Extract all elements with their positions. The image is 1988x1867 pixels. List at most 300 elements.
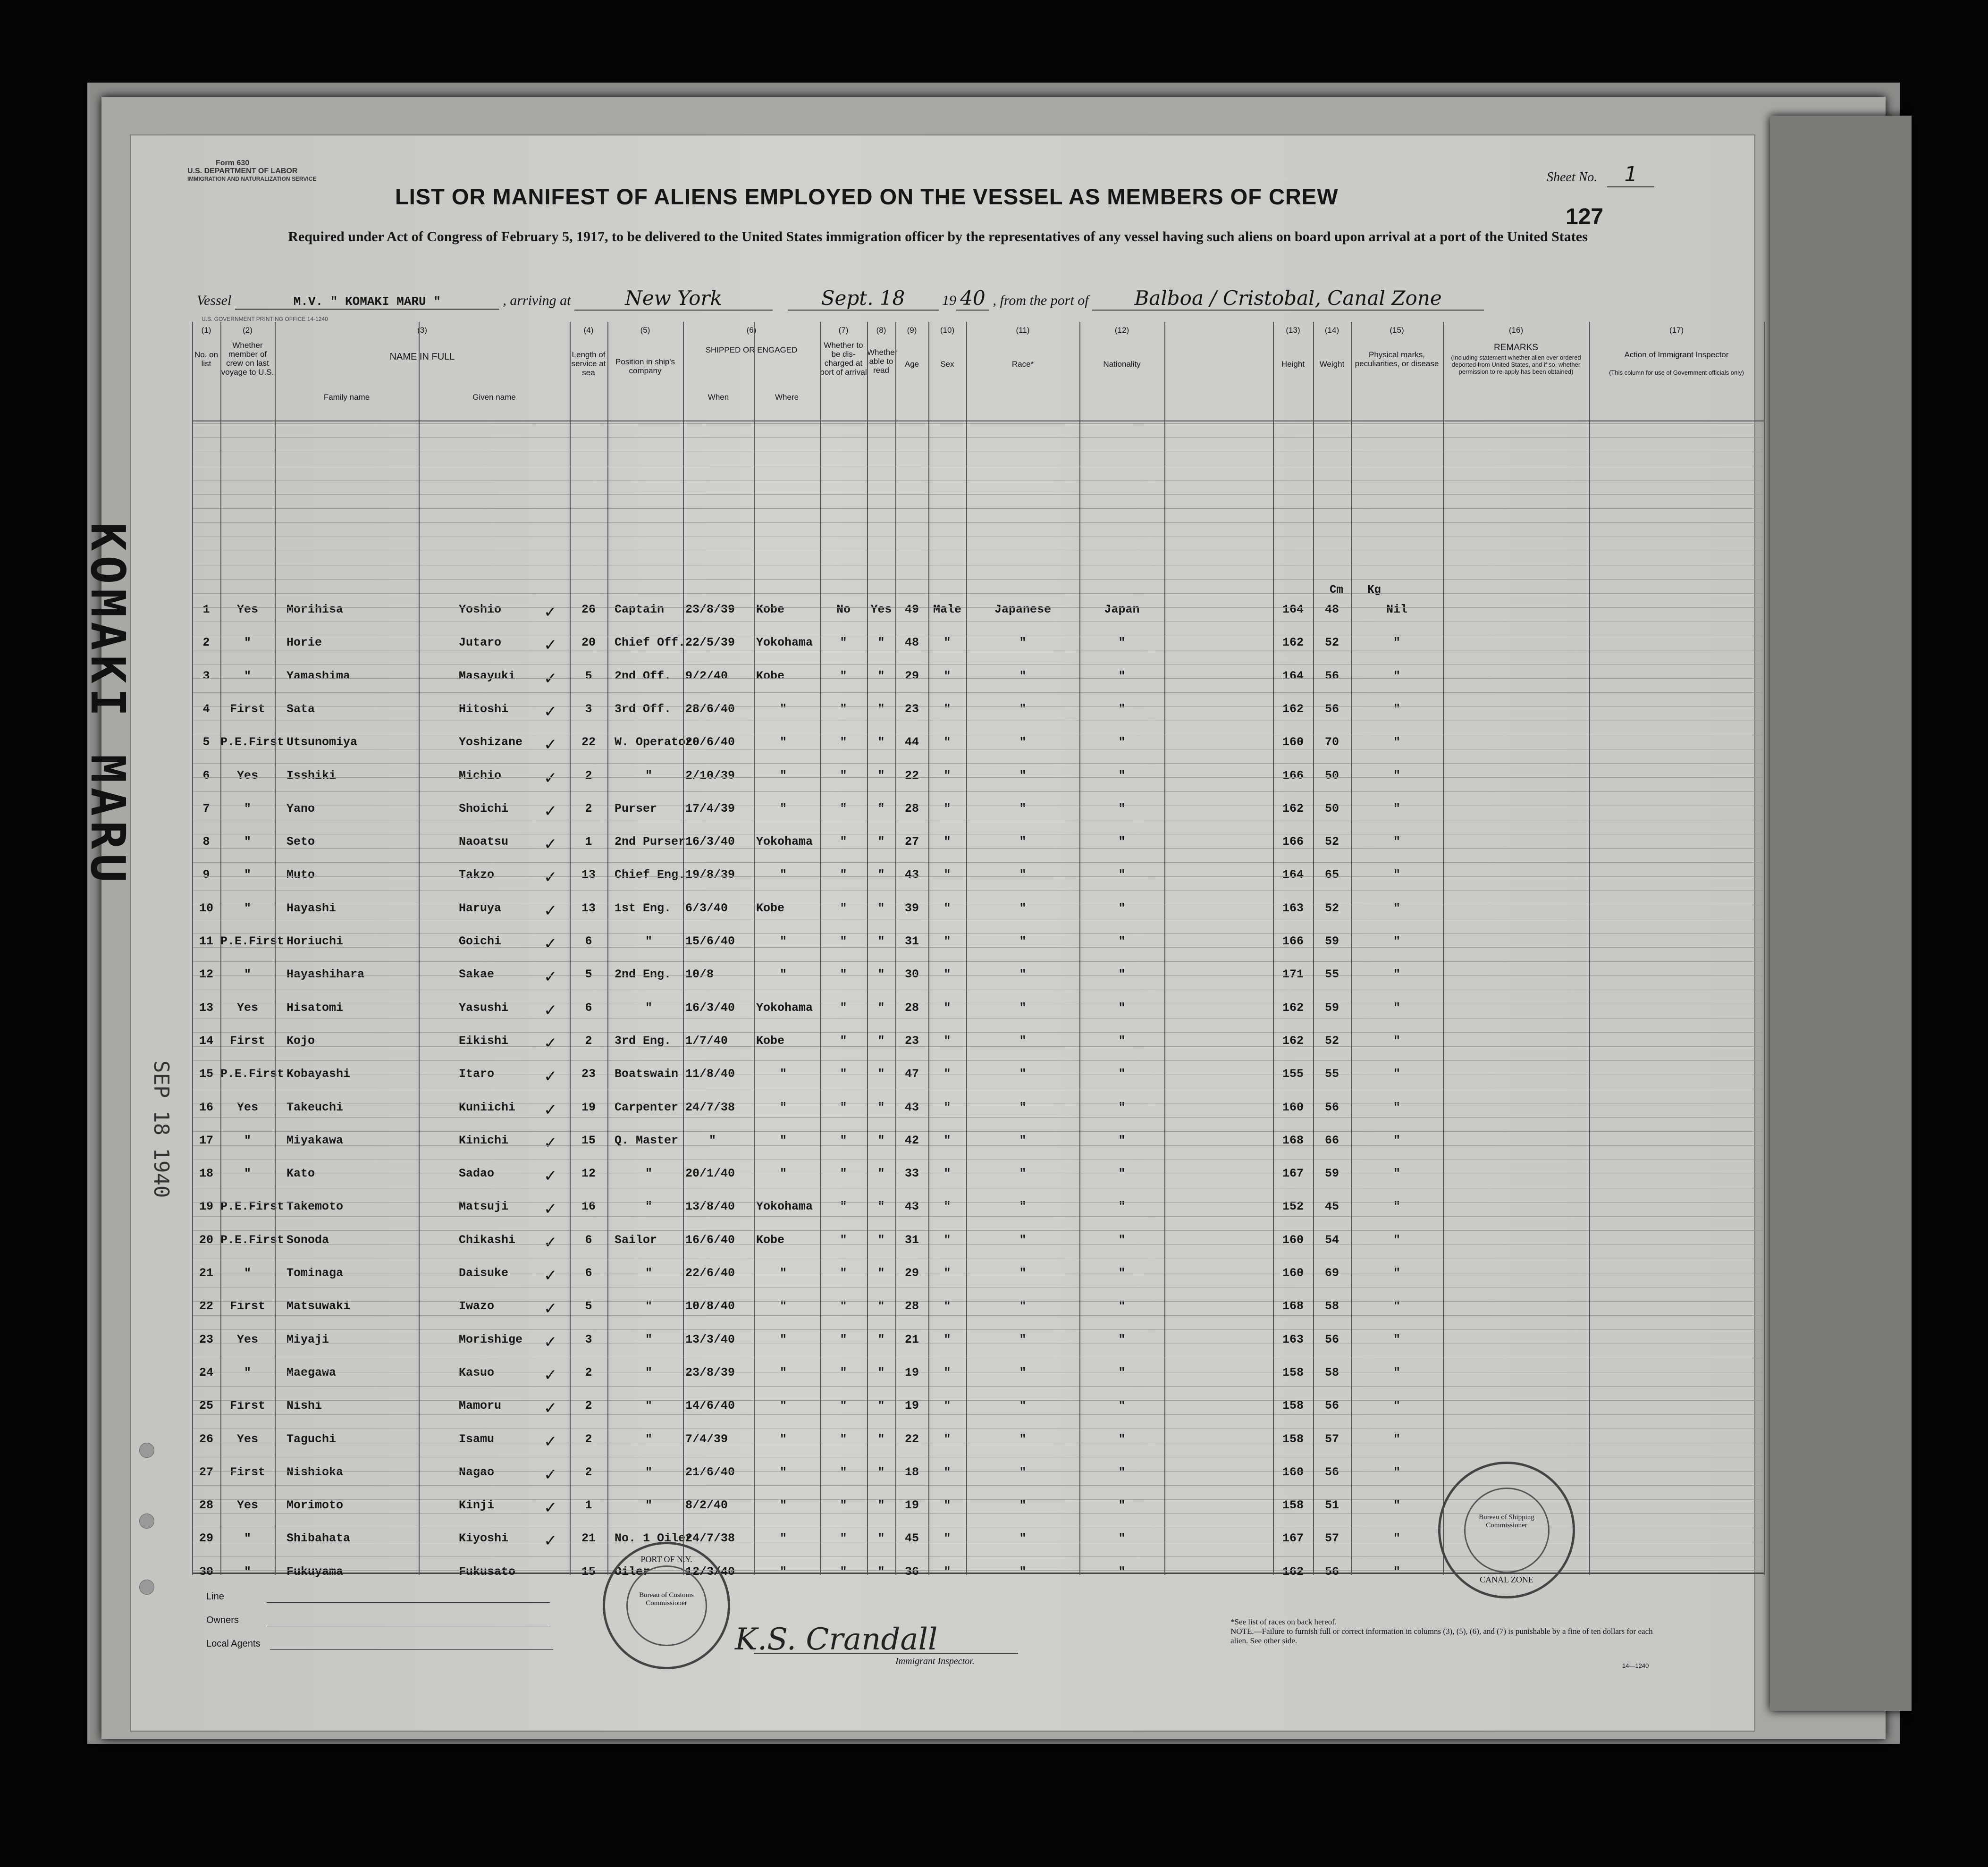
cell-tick: ✓ bbox=[544, 735, 557, 755]
cell-given: Daisuke bbox=[459, 1266, 509, 1280]
table-row bbox=[192, 735, 1764, 764]
cell-tick: ✓ bbox=[544, 603, 557, 622]
cell-sex: " bbox=[943, 1200, 951, 1214]
cell-when: 24/7/38 bbox=[685, 1531, 735, 1546]
cell-no: 24 bbox=[199, 1365, 213, 1379]
cell-tick: ✓ bbox=[544, 1332, 557, 1352]
cell-service: 6 bbox=[585, 934, 592, 948]
header-physical-marks: Physical marks, peculiarities, or disease bbox=[1355, 350, 1439, 368]
cell-where: " bbox=[780, 1399, 787, 1413]
form-number: Form 630 bbox=[216, 159, 250, 167]
cell-where: " bbox=[780, 1365, 787, 1379]
column-number: (3) bbox=[417, 326, 427, 335]
local-agents-field: Local Agents bbox=[206, 1639, 553, 1650]
cell-service: 12 bbox=[581, 1167, 596, 1181]
cell-disch: " bbox=[840, 934, 847, 948]
cell-marks: " bbox=[1393, 1034, 1400, 1048]
cell-race: " bbox=[1019, 835, 1027, 849]
column-number: (1) bbox=[201, 326, 211, 335]
cell-family: Takeuchi bbox=[286, 1100, 344, 1114]
cell-position: No. 1 Oiler bbox=[615, 1531, 693, 1546]
cell-race: " bbox=[1019, 1365, 1027, 1379]
cell-disch: " bbox=[840, 1299, 847, 1313]
cell-age: 49 bbox=[904, 603, 919, 616]
cell-member: First bbox=[229, 1299, 265, 1313]
cell-no: 16 bbox=[199, 1100, 213, 1114]
cell-tick: ✓ bbox=[544, 1001, 557, 1020]
cell-race: " bbox=[1019, 1001, 1027, 1015]
cell-disch: " bbox=[840, 636, 847, 650]
cell-weight: 56 bbox=[1324, 1332, 1339, 1346]
cell-age: 21 bbox=[904, 1332, 919, 1346]
cell-tick: ✓ bbox=[544, 1399, 557, 1418]
cell-nat: " bbox=[1118, 1465, 1126, 1479]
cell-read: " bbox=[877, 1200, 885, 1214]
cell-disch: " bbox=[840, 1133, 847, 1147]
cell-height: 168 bbox=[1282, 1299, 1304, 1313]
height-unit: Cm bbox=[1330, 584, 1343, 597]
cell-member: Yes bbox=[236, 1001, 258, 1015]
cell-read: " bbox=[877, 1266, 885, 1280]
cell-nat: " bbox=[1118, 934, 1126, 948]
column-rule bbox=[607, 322, 608, 1575]
cell-read: " bbox=[877, 1067, 885, 1081]
cell-height: 162 bbox=[1282, 702, 1304, 716]
cell-read: " bbox=[877, 1034, 885, 1048]
document-title: LIST OR MANIFEST OF ALIENS EMPLOYED ON THE VESSEL AS MEMBERS OF CREW bbox=[395, 184, 1339, 209]
cell-where: " bbox=[780, 1299, 787, 1313]
cell-when: 7/4/39 bbox=[685, 1432, 728, 1446]
cell-when: 13/3/40 bbox=[685, 1332, 735, 1346]
cell-tick: ✓ bbox=[544, 768, 557, 788]
cell-marks: " bbox=[1393, 1332, 1400, 1346]
header-able-read: Whether able to read bbox=[867, 348, 898, 375]
line-field: Line bbox=[206, 1591, 550, 1603]
cell-marks: " bbox=[1393, 1299, 1400, 1313]
cell-height: 162 bbox=[1282, 801, 1304, 816]
column-rule bbox=[1164, 322, 1165, 1575]
column-rule bbox=[192, 322, 193, 1575]
cell-sex: " bbox=[943, 669, 951, 683]
cell-member: P.E.First bbox=[220, 1200, 285, 1214]
cell-nat: " bbox=[1118, 1531, 1126, 1546]
cell-marks: " bbox=[1393, 768, 1400, 782]
cell-age: 39 bbox=[904, 901, 919, 915]
cell-position: 2nd Off. bbox=[615, 669, 672, 683]
cell-no: 10 bbox=[199, 901, 213, 915]
cell-sex: " bbox=[943, 1564, 951, 1579]
cell-marks: " bbox=[1393, 1498, 1400, 1513]
cell-height: 155 bbox=[1282, 1067, 1304, 1081]
cell-age: 23 bbox=[904, 1034, 919, 1048]
cell-family: Fukuyama bbox=[286, 1564, 344, 1579]
cell-no: 23 bbox=[199, 1332, 213, 1346]
cell-height: 158 bbox=[1282, 1498, 1304, 1513]
header-length-service: Length of service at sea bbox=[571, 350, 606, 377]
vessel-name-annotation: KOMAKI MARU bbox=[80, 522, 135, 887]
cell-height: 160 bbox=[1282, 1465, 1304, 1479]
cell-age: 33 bbox=[904, 1167, 919, 1181]
cell-height: 163 bbox=[1282, 901, 1304, 915]
cell-member: Yes bbox=[236, 1432, 258, 1446]
cell-tick: ✓ bbox=[544, 1266, 557, 1285]
cell-family: Morimoto bbox=[286, 1498, 344, 1513]
cell-where: " bbox=[780, 967, 787, 982]
cell-where: " bbox=[780, 768, 787, 782]
cell-marks: " bbox=[1393, 702, 1400, 716]
column-rule bbox=[1351, 322, 1352, 1575]
cell-service: 6 bbox=[585, 1233, 592, 1247]
cell-marks: " bbox=[1393, 901, 1400, 915]
cell-read: " bbox=[877, 901, 885, 915]
owners-field: Owners bbox=[206, 1615, 550, 1626]
cell-when: 6/3/40 bbox=[685, 901, 728, 915]
cell-service: 2 bbox=[585, 768, 592, 782]
cell-race: " bbox=[1019, 1233, 1027, 1247]
cell-race: " bbox=[1019, 1564, 1027, 1579]
column-number: (14) bbox=[1324, 326, 1339, 335]
cell-position: 1st Eng. bbox=[615, 901, 672, 915]
cell-member: Yes bbox=[236, 768, 258, 782]
cell-weight: 52 bbox=[1324, 636, 1339, 650]
cell-service: 15 bbox=[581, 1133, 596, 1147]
cell-read: " bbox=[877, 1465, 885, 1479]
column-rule bbox=[1764, 322, 1765, 1575]
cell-given: Nagao bbox=[459, 1465, 495, 1479]
cell-read: " bbox=[877, 967, 885, 982]
cell-race: " bbox=[1019, 1266, 1027, 1280]
cell-no: 20 bbox=[199, 1233, 213, 1247]
cell-nat: " bbox=[1118, 1100, 1126, 1114]
cell-when: 8/2/40 bbox=[685, 1498, 728, 1513]
cell-service: 2 bbox=[585, 1399, 592, 1413]
cell-service: 20 bbox=[581, 636, 596, 650]
cell-where: Kobe bbox=[756, 603, 785, 616]
cell-given: Masayuki bbox=[459, 669, 516, 683]
cell-position: " bbox=[645, 768, 653, 782]
cell-family: Nishioka bbox=[286, 1465, 344, 1479]
cell-sex: Male bbox=[933, 603, 961, 616]
cell-sex: " bbox=[943, 1531, 951, 1546]
cell-disch: " bbox=[840, 801, 847, 816]
cell-read: " bbox=[877, 1531, 885, 1546]
cell-no: 2 bbox=[202, 636, 210, 650]
punch-hole bbox=[139, 1443, 154, 1458]
cell-height: 162 bbox=[1282, 1034, 1304, 1048]
cell-member: First bbox=[229, 1465, 265, 1479]
cell-read: " bbox=[877, 1365, 885, 1379]
cell-sex: " bbox=[943, 1365, 951, 1379]
cell-service: 23 bbox=[581, 1067, 596, 1081]
arrival-port: New York bbox=[574, 286, 773, 311]
cell-tick: ✓ bbox=[544, 1233, 557, 1252]
cell-no: 9 bbox=[202, 868, 210, 882]
cell-weight: 70 bbox=[1324, 735, 1339, 749]
cell-age: 31 bbox=[904, 1233, 919, 1247]
cell-height: 152 bbox=[1282, 1200, 1304, 1214]
table-row bbox=[192, 1299, 1764, 1328]
cell-age: 28 bbox=[904, 1001, 919, 1015]
cell-sex: " bbox=[943, 967, 951, 982]
cell-weight: 58 bbox=[1324, 1365, 1339, 1379]
cell-when: 10/8 bbox=[685, 967, 714, 982]
column-number: (4) bbox=[583, 326, 594, 335]
table-row bbox=[192, 1399, 1764, 1427]
cell-nat: " bbox=[1118, 835, 1126, 849]
cell-sex: " bbox=[943, 1167, 951, 1181]
table-row bbox=[192, 967, 1764, 996]
cell-disch: " bbox=[840, 1200, 847, 1214]
cell-marks: " bbox=[1393, 1564, 1400, 1579]
cell-where: Kobe bbox=[756, 669, 785, 683]
cell-weight: 59 bbox=[1324, 1167, 1339, 1181]
cell-position: Q. Master bbox=[615, 1133, 679, 1147]
sheet-number-label: Sheet No. bbox=[1547, 170, 1598, 185]
cell-when: 21/6/40 bbox=[685, 1465, 735, 1479]
cell-given: Naoatsu bbox=[459, 835, 509, 849]
column-number: (5) bbox=[640, 326, 650, 335]
cell-race: " bbox=[1019, 636, 1027, 650]
cell-tick: ✓ bbox=[544, 1498, 557, 1518]
cell-marks: " bbox=[1393, 868, 1400, 882]
cell-no: 14 bbox=[199, 1034, 213, 1048]
cell-disch: " bbox=[840, 1531, 847, 1546]
header-action-note: (This column for use of Government officials only) bbox=[1609, 369, 1744, 376]
cell-where: " bbox=[780, 1100, 787, 1114]
cell-age: 28 bbox=[904, 1299, 919, 1313]
table-row bbox=[192, 1167, 1764, 1195]
cell-given: Jutaro bbox=[459, 636, 502, 650]
cell-read: " bbox=[877, 1100, 885, 1114]
cell-service: 2 bbox=[585, 1432, 592, 1446]
cell-when: 20/6/40 bbox=[685, 735, 735, 749]
cell-read: " bbox=[877, 934, 885, 948]
cell-when: 20/1/40 bbox=[685, 1167, 735, 1181]
cell-family: Yano bbox=[286, 801, 315, 816]
table-row bbox=[192, 1366, 1764, 1394]
cell-no: 5 bbox=[202, 735, 210, 749]
cell-disch: " bbox=[840, 1564, 847, 1579]
port-seal-left: PORT OF N.Y. Bureau of Customs Commissioner bbox=[603, 1542, 730, 1669]
column-number: (7) bbox=[838, 326, 849, 335]
cell-tick: ✓ bbox=[544, 868, 557, 887]
header-when: When bbox=[708, 393, 729, 402]
column-rule bbox=[1443, 322, 1444, 1575]
cell-nat: " bbox=[1118, 967, 1126, 982]
cell-position: Chief Off. bbox=[615, 636, 686, 650]
cell-height: 166 bbox=[1282, 835, 1304, 849]
cell-read: " bbox=[877, 1332, 885, 1346]
cell-read: " bbox=[877, 1299, 885, 1313]
cell-disch: " bbox=[840, 835, 847, 849]
table-row bbox=[192, 1200, 1764, 1228]
cell-height: 166 bbox=[1282, 768, 1304, 782]
cell-disch: " bbox=[840, 1067, 847, 1081]
cell-where: Yokohama bbox=[756, 636, 813, 650]
cell-race: Japanese bbox=[994, 603, 1052, 616]
column-rule bbox=[754, 322, 755, 1575]
cell-age: 27 bbox=[904, 835, 919, 849]
year-suffix: 40 bbox=[956, 286, 989, 311]
cell-disch: " bbox=[840, 1498, 847, 1513]
sheet-number-value: 1 bbox=[1607, 162, 1654, 187]
column-rule bbox=[570, 322, 571, 1575]
cell-tick: ✓ bbox=[544, 702, 557, 721]
cell-height: 158 bbox=[1282, 1399, 1304, 1413]
cell-family: Matsuwaki bbox=[286, 1299, 351, 1313]
document-subtitle: Required under Act of Congress of February 5, 1917, to be delivered to the United States immigration officer by the representatives of any vessel having such aliens on board upon arrival at a port of the United States bbox=[288, 229, 1588, 244]
cell-family: Horie bbox=[286, 636, 322, 650]
cell-member: First bbox=[229, 702, 265, 716]
table-row bbox=[192, 868, 1764, 896]
cell-age: 48 bbox=[904, 636, 919, 650]
column-rule bbox=[1079, 322, 1080, 1575]
cell-marks: " bbox=[1393, 1432, 1400, 1446]
cell-sex: " bbox=[943, 868, 951, 882]
cell-member: Yes bbox=[236, 1332, 258, 1346]
cell-height: 158 bbox=[1282, 1365, 1304, 1379]
table-row bbox=[192, 769, 1764, 797]
cell-service: 22 bbox=[581, 735, 596, 749]
column-rule bbox=[1313, 322, 1314, 1575]
cell-height: 163 bbox=[1282, 1332, 1304, 1346]
cell-height: 160 bbox=[1282, 735, 1304, 749]
header-given-name: Given name bbox=[472, 393, 516, 402]
cell-no: 4 bbox=[202, 702, 210, 716]
header-height: Height bbox=[1281, 360, 1305, 369]
cell-family: Kojo bbox=[286, 1034, 315, 1048]
cell-age: 29 bbox=[904, 669, 919, 683]
cell-weight: 59 bbox=[1324, 934, 1339, 948]
cell-marks: " bbox=[1393, 1233, 1400, 1247]
cell-no: 15 bbox=[199, 1067, 213, 1081]
service-name: IMMIGRATION AND NATURALIZATION SERVICE bbox=[187, 176, 317, 182]
cell-disch: " bbox=[840, 735, 847, 749]
cell-marks: " bbox=[1393, 1365, 1400, 1379]
header-where: Where bbox=[775, 393, 799, 402]
cell-marks: " bbox=[1393, 835, 1400, 849]
cell-nat: " bbox=[1118, 1067, 1126, 1081]
cell-position: Chief Eng. bbox=[615, 868, 686, 882]
cell-weight: 55 bbox=[1324, 1067, 1339, 1081]
cell-weight: 59 bbox=[1324, 1001, 1339, 1015]
column-number: (16) bbox=[1508, 326, 1524, 335]
cell-sex: " bbox=[943, 1133, 951, 1147]
cell-weight: 45 bbox=[1324, 1200, 1339, 1214]
cell-height: 164 bbox=[1282, 603, 1304, 616]
cell-marks: " bbox=[1393, 1200, 1400, 1214]
column-rule bbox=[220, 322, 221, 1575]
cell-height: 160 bbox=[1282, 1266, 1304, 1280]
cell-member: " bbox=[244, 967, 251, 982]
cell-race: " bbox=[1019, 1432, 1027, 1446]
cell-where: " bbox=[780, 702, 787, 716]
cell-when: 16/3/40 bbox=[685, 835, 735, 849]
cell-sex: " bbox=[943, 1399, 951, 1413]
cell-height: 167 bbox=[1282, 1167, 1304, 1181]
cell-weight: 57 bbox=[1324, 1531, 1339, 1546]
cell-marks: " bbox=[1393, 1266, 1400, 1280]
cell-height: 168 bbox=[1282, 1133, 1304, 1147]
cell-service: 19 bbox=[581, 1100, 596, 1114]
cell-nat: " bbox=[1118, 735, 1126, 749]
cell-position: Captain bbox=[615, 603, 665, 616]
cell-sex: " bbox=[943, 1299, 951, 1313]
cell-family: Shibahata bbox=[286, 1531, 351, 1546]
header-nationality: Nationality bbox=[1103, 360, 1141, 369]
cell-race: " bbox=[1019, 967, 1027, 982]
cell-position: " bbox=[645, 1167, 653, 1181]
cell-member: " bbox=[244, 1266, 251, 1280]
cell-read: " bbox=[877, 1498, 885, 1513]
cell-when: 22/5/39 bbox=[685, 636, 735, 650]
cell-given: Eikishi bbox=[459, 1034, 509, 1048]
cell-position: " bbox=[645, 1332, 653, 1346]
cell-where: " bbox=[780, 735, 787, 749]
underlying-sheet-edge bbox=[1770, 116, 1912, 1711]
cell-disch: " bbox=[840, 967, 847, 982]
cell-tick: ✓ bbox=[544, 1365, 557, 1385]
cell-weight: 58 bbox=[1324, 1299, 1339, 1313]
cell-service: 2 bbox=[585, 1034, 592, 1048]
cell-disch: " bbox=[840, 868, 847, 882]
cell-member: " bbox=[244, 1531, 251, 1546]
cell-no: 6 bbox=[202, 768, 210, 782]
department-name: U.S. DEPARTMENT OF LABOR bbox=[187, 167, 298, 175]
column-number: (12) bbox=[1114, 326, 1129, 335]
cell-where: " bbox=[780, 1133, 787, 1147]
cell-weight: 65 bbox=[1324, 868, 1339, 882]
cell-where: " bbox=[780, 1332, 787, 1346]
cell-sex: " bbox=[943, 735, 951, 749]
cell-sex: " bbox=[943, 1233, 951, 1247]
cell-where: " bbox=[780, 1167, 787, 1181]
cell-marks: Nil bbox=[1386, 603, 1407, 616]
cell-nat: " bbox=[1118, 702, 1126, 716]
cell-where: " bbox=[780, 1531, 787, 1546]
cell-service: 16 bbox=[581, 1200, 596, 1214]
cell-marks: " bbox=[1393, 934, 1400, 948]
table-row bbox=[192, 835, 1764, 863]
cell-no: 11 bbox=[199, 934, 213, 948]
cell-marks: " bbox=[1393, 1399, 1400, 1413]
cell-when: 28/6/40 bbox=[685, 702, 735, 716]
cell-disch: " bbox=[840, 702, 847, 716]
cell-age: 43 bbox=[904, 1200, 919, 1214]
cell-age: 18 bbox=[904, 1465, 919, 1479]
cell-position: Purser bbox=[615, 801, 657, 816]
cell-marks: " bbox=[1393, 669, 1400, 683]
cell-given: Sakae bbox=[459, 967, 495, 982]
sheet-number bbox=[1547, 162, 1654, 187]
cell-when: 23/8/39 bbox=[685, 603, 735, 616]
column-number: (8) bbox=[876, 326, 886, 335]
cell-nat: " bbox=[1118, 1564, 1126, 1579]
cell-family: Hisatomi bbox=[286, 1001, 344, 1015]
cell-no: 27 bbox=[199, 1465, 213, 1479]
cell-where: Yokohama bbox=[756, 835, 813, 849]
cell-tick: ✓ bbox=[544, 1465, 557, 1484]
cell-given: Yasushi bbox=[459, 1001, 509, 1015]
punch-hole bbox=[139, 1514, 154, 1529]
cell-weight: 52 bbox=[1324, 901, 1339, 915]
cell-read: " bbox=[877, 669, 885, 683]
column-number: (17) bbox=[1669, 326, 1684, 335]
arrival-date: Sept. 18 bbox=[788, 286, 939, 311]
cell-family: Kato bbox=[286, 1167, 315, 1181]
table-row bbox=[192, 669, 1764, 698]
cell-tick: ✓ bbox=[544, 835, 557, 854]
